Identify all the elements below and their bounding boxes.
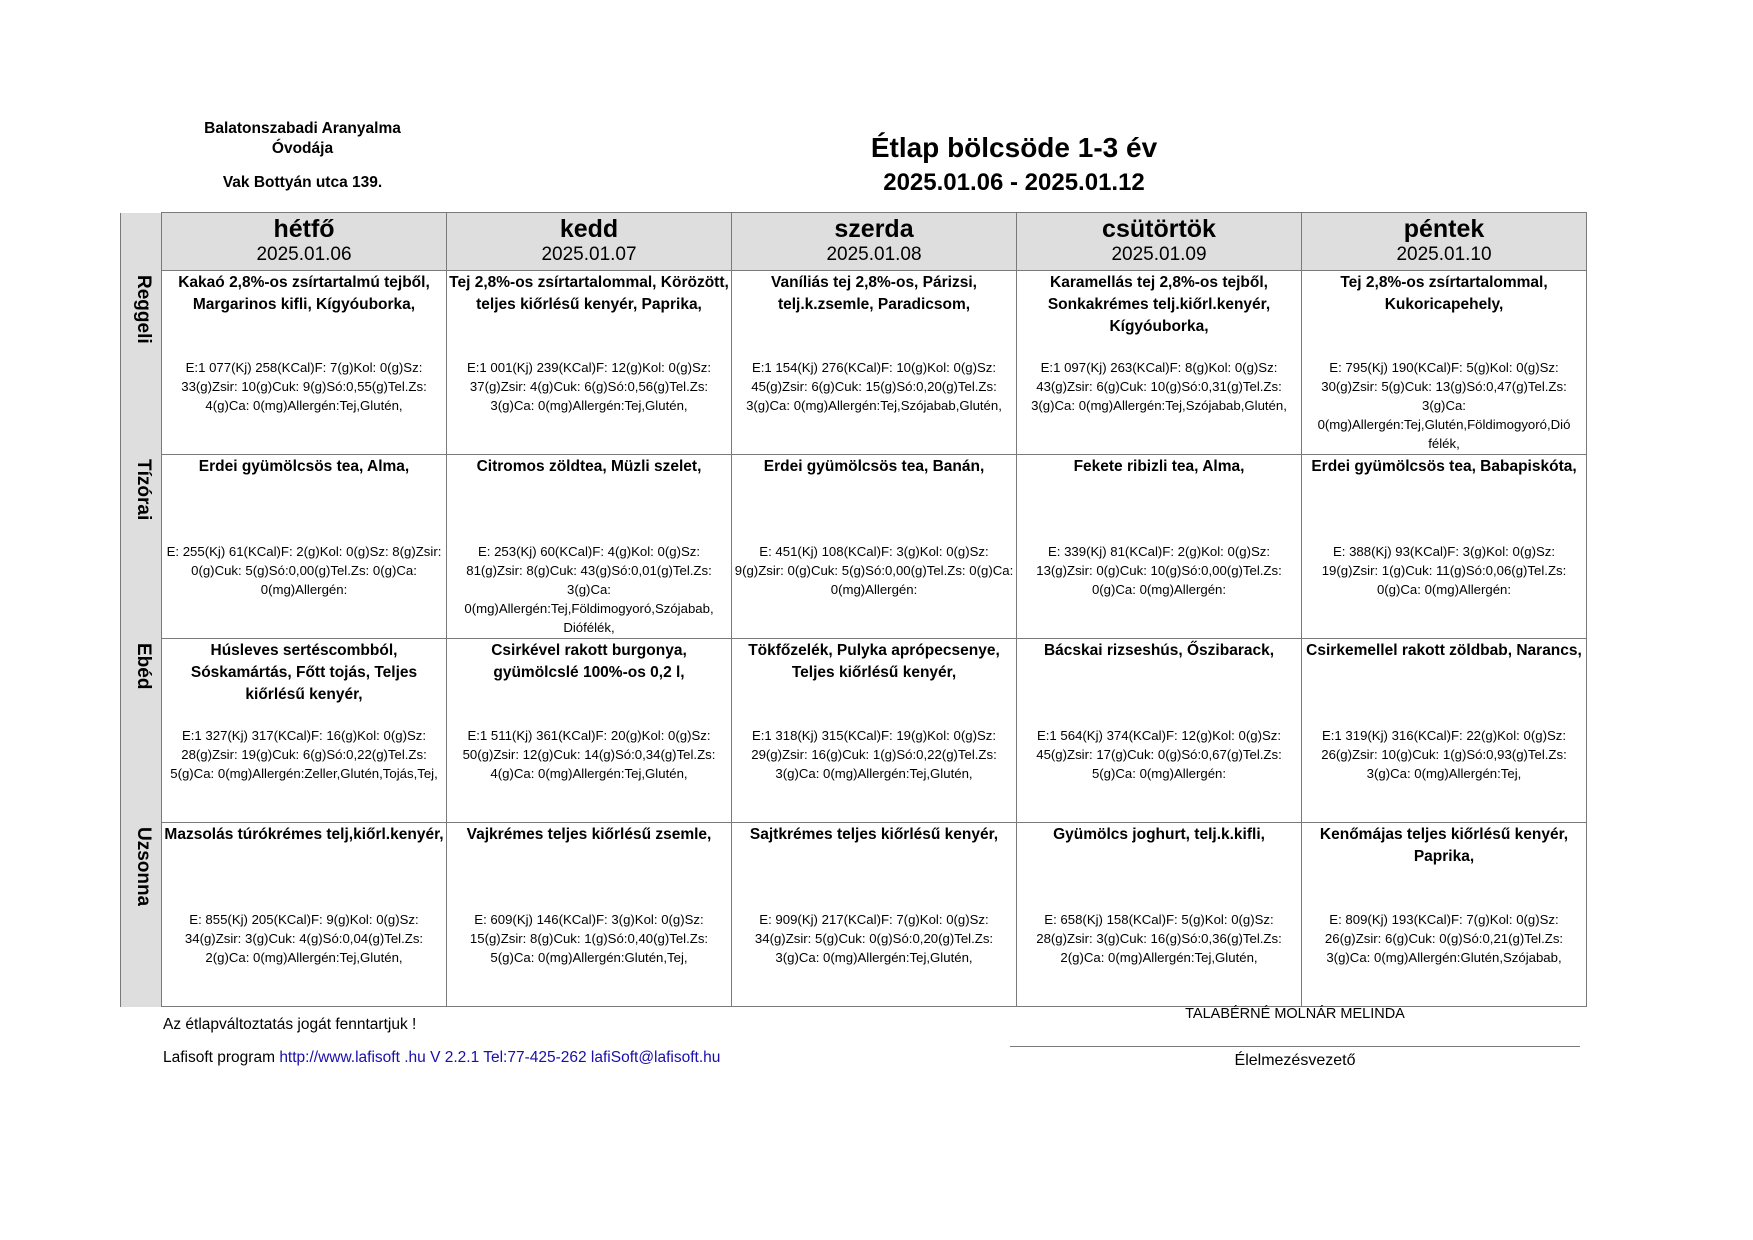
dish-text: Tökfőzelék, Pulyka aprópecsenye, Teljes kiőrlésű kenyér, [748,642,1000,681]
day-date: 2025.01.10 [1396,244,1492,265]
day-header [162,213,447,271]
day-name: kedd [559,215,619,243]
nutrition-text: E:1 319(Kj) 316(KCal)F: 22(g)Kol: 0(g)Sz: 26(g)Zsir: 10(g)Cuk: 1(g)Só:0,93(g)Tel.Zs: 3(g)Ca: 0(mg)Allergén:Tej, [1321,728,1567,781]
org-name [160,119,445,159]
dish-text: Csirkemellel rakott zöldbab, Narancs, [1306,642,1582,659]
page-title: Étlap bölcsöde 1-3 év [870,132,1158,163]
nutrition-text: E:1 327(Kj) 317(KCal)F: 16(g)Kol: 0(g)Sz: 28(g)Zsir: 19(g)Cuk: 6(g)Só:0,22(g)Tel.Zs: 5(g)Ca: 0(mg)Allergén:Zeller,Glutén,Tojás,Tej, [170,728,438,781]
meal-row [121,455,1587,639]
day-date: 2025.01.06 [256,244,352,265]
menu-cell [447,823,732,1007]
meal-row [121,823,1587,1007]
nutrition-text: E: 658(Kj) 158(KCal)F: 5(g)Kol: 0(g)Sz: 28(g)Zsir: 3(g)Cuk: 16(g)Só:0,36(g)Tel.Zs: 2(g)Ca: 0(mg)Allergén:Tej,Glutén, [1036,912,1282,965]
menu-cell [1017,639,1302,823]
meal-label: Tízórai [133,458,154,520]
dish-text: Erdei gyümölcsös tea, Babapiskóta, [1311,458,1577,475]
menu-cell [1302,455,1587,639]
day-name: szerda [834,215,914,243]
meal-label-cell [121,823,162,1007]
dish-text: Karamellás tej 2,8%-os tejből, Sonkakrémes telj.kiőrl.kenyér, Kígyóuborka, [1047,274,1271,335]
menu-cell [162,639,447,823]
nutrition-text: E:1 318(Kj) 315(KCal)F: 19(g)Kol: 0(g)Sz: 29(g)Zsir: 16(g)Cuk: 1(g)Só:0,22(g)Tel.Zs: 3(g)Ca: 0(mg)Allergén:Tej,Glutén, [751,728,997,781]
nutrition-text: E: 255(Kj) 61(KCal)F: 2(g)Kol: 0(g)Sz: 8(g)Zsir: 0(g)Cuk: 5(g)Só:0,00(g)Tel.Zs: 0(g)Ca: 0(mg)Allergén: [166,544,442,597]
dish-text: Gyümölcs joghurt, telj.k.kifli, [1053,826,1265,843]
nutrition-text: E:1 154(Kj) 276(KCal)F: 10(g)Kol: 0(g)Sz: 45(g)Zsir: 6(g)Cuk: 15(g)Só:0,20(g)Tel.Zs: 3(g)Ca: 0(mg)Allergén:Tej,Szójabab,Glutén, [746,360,1002,413]
nutrition-text: E: 253(Kj) 60(KCal)F: 4(g)Kol: 0(g)Sz: 81(g)Zsir: 8(g)Cuk: 43(g)Só:0,01(g)Tel.Zs: 3(g)Ca: 0(mg)Allergén:Tej,Földimogyoró,Szójabab, Diófélék, [464,544,714,635]
nutrition-text: E: 451(Kj) 108(KCal)F: 3(g)Kol: 0(g)Sz: 9(g)Zsir: 0(g)Cuk: 5(g)Só:0,00(g)Tel.Zs: 0(g)Ca: 0(mg)Allergén: [734,544,1014,597]
nutrition-text: E: 809(Kj) 193(KCal)F: 7(g)Kol: 0(g)Sz: 26(g)Zsir: 6(g)Cuk: 0(g)Só:0,21(g)Tel.Zs: 3(g)Ca: 0(mg)Allergén:Glutén,Szójabab, [1324,912,1564,965]
dish-text: Erdei gyümölcsös tea, Banán, [763,458,985,475]
menu-cell [732,823,1017,1007]
nutrition-text: E: 795(Kj) 190(KCal)F: 5(g)Kol: 0(g)Sz: 30(g)Zsir: 5(g)Cuk: 13(g)Só:0,47(g)Tel.Zs: 3(g)Ca: 0(mg)Allergén:Tej,Glutén,Földimogyoró,Dió félék, [1317,360,1571,451]
dish-text: Tej 2,8%-os zsírtartalommal, Kukoricapehely, [1340,274,1548,313]
meal-label-cell [121,639,162,823]
program-link[interactable]: http://www.lafisoft .hu V 2.2.1 Tel:77-425-262 lafiSoft@lafisoft.hu [279,1049,721,1066]
nutrition-text: E: 609(Kj) 146(KCal)F: 3(g)Kol: 0(g)Sz: 15(g)Zsir: 8(g)Cuk: 1(g)Só:0,40(g)Tel.Zs: 5(g)Ca: 0(mg)Allergén:Glutén,Tej, [469,912,709,965]
dish-text: Vaníliás tej 2,8%-os, Párizsi, telj.k.zsemle, Paradicsom, [771,274,977,313]
menu-cell [732,639,1017,823]
signer-role: Élelmezésvezető [1234,1052,1356,1069]
menu-cell [1017,271,1302,455]
nutrition-text: E: 855(Kj) 205(KCal)F: 9(g)Kol: 0(g)Sz: 34(g)Zsir: 3(g)Cuk: 4(g)Só:0,04(g)Tel.Zs: 2(g)Ca: 0(mg)Allergén:Tej,Glutén, [184,912,424,965]
day-header-row [121,213,1587,271]
meal-row [121,271,1587,455]
dish-text: Kakaó 2,8%-os zsírtartalmú tejből, Margarinos kifli, Kígyóuborka, [178,274,430,313]
menu-cell [732,455,1017,639]
day-date: 2025.01.09 [1111,244,1207,265]
dish-text: Erdei gyümölcsös tea, Alma, [198,458,410,475]
menu-cell [1302,639,1587,823]
meal-label: Uzsonna [133,826,154,906]
day-date: 2025.01.08 [826,244,922,265]
menu-cell [1017,823,1302,1007]
nutrition-text: E:1 077(Kj) 258(KCal)F: 7(g)Kol: 0(g)Sz: 33(g)Zsir: 10(g)Cuk: 9(g)Só:0,55(g)Tel.Zs: 4(g)Ca: 0(mg)Allergén:Tej,Glutén, [181,360,427,413]
nutrition-text: E: 388(Kj) 93(KCal)F: 3(g)Kol: 0(g)Sz: 19(g)Zsir: 1(g)Cuk: 11(g)Só:0,06(g)Tel.Zs: 0(g)Ca: 0(mg)Allergén: [1321,544,1567,597]
menu-cell [732,271,1017,455]
meal-label-cell [121,271,162,455]
dish-text: Mazsolás túrókrémes telj,kiőrl.kenyér, [164,826,444,843]
menu-table [120,212,1587,1007]
meal-label: Reggeli [133,274,154,344]
dish-text: Fekete ribizli tea, Alma, [1073,458,1245,475]
menu-cell [1302,271,1587,455]
nutrition-text: E:1 001(Kj) 239(KCal)F: 12(g)Kol: 0(g)Sz: 37(g)Zsir: 4(g)Cuk: 6(g)Só:0,56(g)Tel.Zs: 3(g)Ca: 0(mg)Allergén:Tej,Glutén, [466,360,712,413]
signature-line [1010,1046,1580,1047]
dish-text: Kenőmájas teljes kiőrlésű kenyér, Paprika, [1319,826,1569,865]
dish-text: Vajkrémes teljes kiőrlésű zsemle, [466,826,712,843]
meal-label-cell [121,455,162,639]
program-label: Lafisoft program [163,1049,275,1066]
nutrition-text: E: 339(Kj) 81(KCal)F: 2(g)Kol: 0(g)Sz: 13(g)Zsir: 0(g)Cuk: 10(g)Só:0,00(g)Tel.Zs: 0(g)Ca: 0(mg)Allergén: [1036,544,1282,597]
day-header [1302,213,1587,271]
menu-cell [162,271,447,455]
nutrition-text: E:1 511(Kj) 361(KCal)F: 20(g)Kol: 0(g)Sz: 50(g)Zsir: 12(g)Cuk: 14(g)Só:0,34(g)Tel.Zs: 4(g)Ca: 0(mg)Allergén:Tej,Glutén, [462,728,716,781]
nutrition-text: E: 909(Kj) 217(KCal)F: 7(g)Kol: 0(g)Sz: 34(g)Zsir: 5(g)Cuk: 0(g)Só:0,20(g)Tel.Zs: 3(g)Ca: 0(mg)Allergén:Tej,Glutén, [754,912,994,965]
menu-cell [447,455,732,639]
menu-cell [447,271,732,455]
day-header [447,213,732,271]
menu-cell [1017,455,1302,639]
dish-text: Húsleves sertéscombból, Sóskamártás, Főtt tojás, Teljes kiőrlésű kenyér, [190,642,418,703]
day-header [732,213,1017,271]
footer-note: Az étlapváltoztatás jogát fenntartjuk ! [163,1016,417,1033]
nutrition-text: E:1 564(Kj) 374(KCal)F: 12(g)Kol: 0(g)Sz: 45(g)Zsir: 17(g)Cuk: 0(g)Só:0,67(g)Tel.Zs: 5(g)Ca: 0(mg)Allergén: [1036,728,1282,781]
day-name: csütörtök [1102,215,1216,243]
meal-label: Ebéd [133,642,154,689]
menu-cell [162,823,447,1007]
table-corner [121,213,162,271]
day-name: péntek [1403,215,1485,243]
dish-text: Csirkével rakott burgonya, gyümölcslé 100%-os 0,2 l, [491,642,687,681]
dish-text: Tej 2,8%-os zsírtartalommal, Körözött, teljes kiőrlésű kenyér, Paprika, [449,274,729,313]
dish-text: Sajtkrémes teljes kiőrlésű kenyér, [749,826,999,843]
menu-cell [162,455,447,639]
menu-cell [1302,823,1587,1007]
day-date: 2025.01.07 [541,244,637,265]
dish-text: Bácskai rizseshús, Őszibarack, [1043,642,1275,659]
meal-row [121,639,1587,823]
org-name-line2: Óvodája [271,140,334,157]
org-address: Vak Bottyán utca 139. [222,174,383,191]
day-name: hétfő [273,215,335,243]
dish-text: Citromos zöldtea, Müzli szelet, [476,458,702,475]
org-name-line1: Balatonszabadi Aranyalma [204,120,401,137]
footer-program [163,1049,720,1067]
menu-period: 2025.01.06 - 2025.01.12 [883,169,1145,196]
signer-name: TALABÉRNÉ MOLNÁR MELINDA [1185,1006,1405,1022]
day-header [1017,213,1302,271]
nutrition-text: E:1 097(Kj) 263(KCal)F: 8(g)Kol: 0(g)Sz: 43(g)Zsir: 6(g)Cuk: 10(g)Só:0,31(g)Tel.Zs: 3(g)Ca: 0(mg)Allergén:Tej,Szójabab,Glutén, [1031,360,1287,413]
menu-cell [447,639,732,823]
